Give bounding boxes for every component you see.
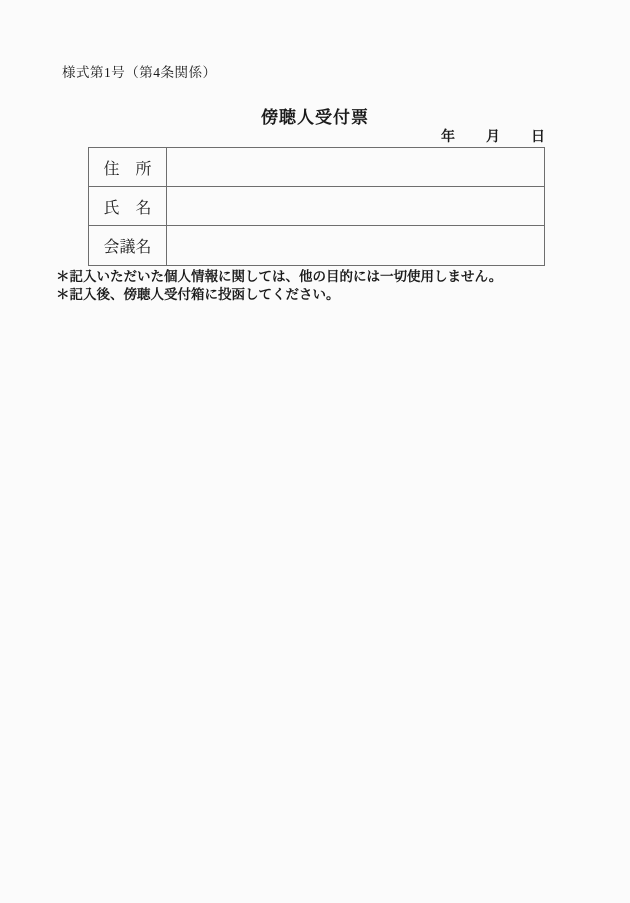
footnotes [56, 268, 502, 303]
form-number: 様式第1号（第4条関係） [62, 65, 217, 80]
note-submit: ＊記入後、傍聴人受付箱に投函してください。 [56, 286, 340, 302]
date-line [441, 126, 545, 146]
table-row-name [89, 187, 545, 226]
meeting-name-label: 会議名 [89, 226, 167, 265]
reception-form-table [88, 147, 545, 266]
note-privacy: ＊記入いただいた個人情報に関しては、他の目的には一切使用しません。 [56, 269, 503, 284]
date-year-label: 年 [441, 130, 455, 145]
table-row-meeting [89, 226, 545, 265]
date-month-label: 月 [486, 130, 500, 145]
page-title: 傍聴人受付票 [261, 108, 369, 127]
name-label: 氏 名 [89, 187, 167, 226]
meeting-name-field[interactable] [167, 226, 545, 265]
table-row-address [89, 148, 545, 187]
address-field[interactable] [167, 148, 545, 187]
date-day-label: 日 [531, 130, 545, 145]
address-label: 住 所 [89, 148, 167, 187]
name-field[interactable] [167, 187, 545, 226]
